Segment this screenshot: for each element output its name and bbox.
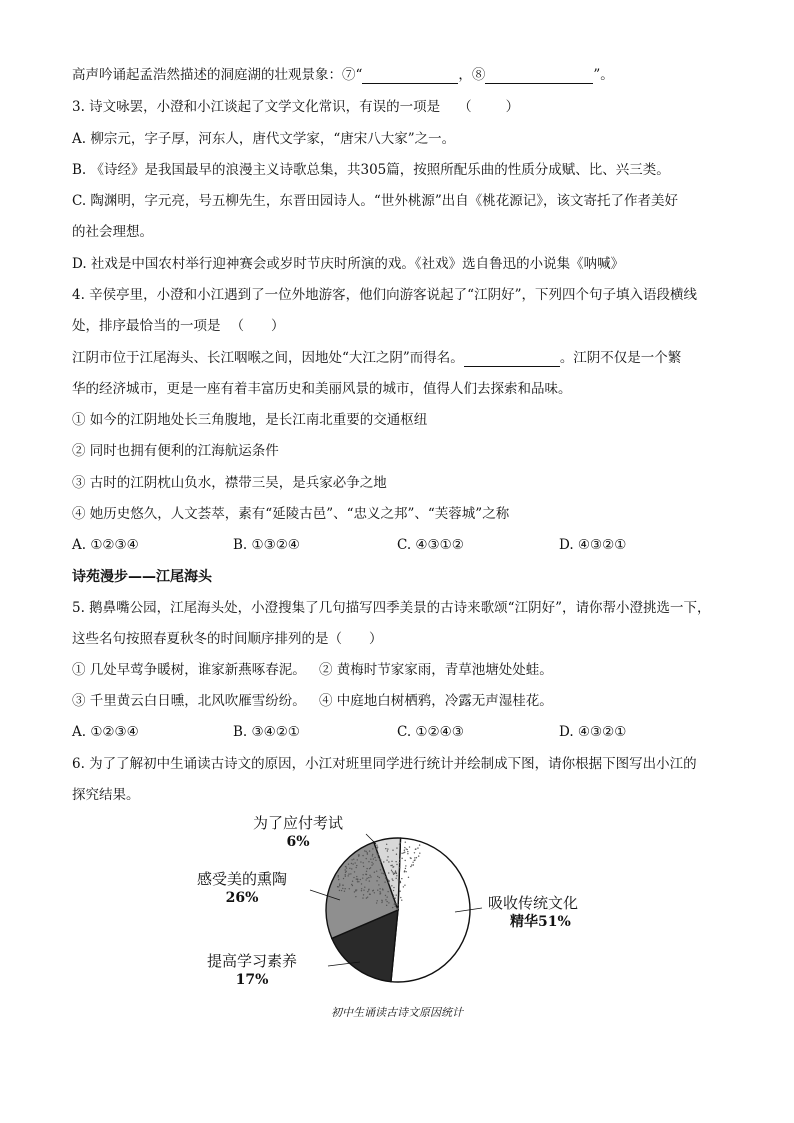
pie-texture-dot <box>396 854 397 855</box>
pie-texture-dot <box>377 853 378 854</box>
pie-texture-dot <box>361 890 362 891</box>
pie-texture-dot <box>349 868 350 869</box>
pie-texture-dot <box>363 889 364 890</box>
q4-text: 处，排序最恰当的一项是 <box>72 318 221 334</box>
pie-texture-dot <box>345 872 346 873</box>
q3-option-a: A. 柳宗元，字子厚，河东人，唐代文学家，“唐宋八大家”之一。 <box>72 131 456 147</box>
pie-texture-dot <box>372 854 373 855</box>
q2-text-3: ”。 <box>593 67 614 83</box>
pie-texture-dot <box>379 891 380 892</box>
pie-texture-dot <box>413 864 414 865</box>
q4-choice-b[interactable]: B. ①③②④ <box>233 537 300 553</box>
pie-texture-dot <box>405 848 406 849</box>
pie-texture-dot <box>380 893 381 894</box>
pie-texture-dot <box>404 850 405 851</box>
pie-texture-dot <box>391 870 392 871</box>
pie-texture-dot <box>363 894 364 895</box>
pie-texture-dot <box>400 881 401 882</box>
pie-texture-dot <box>372 863 373 864</box>
pie-texture-dot <box>407 851 408 852</box>
pie-texture-dot <box>376 848 377 849</box>
pie-texture-dot <box>387 850 388 851</box>
pie-texture-dot <box>407 853 408 854</box>
pie-texture-dot <box>394 897 395 898</box>
pie-texture-dot <box>396 864 397 865</box>
pie-slice-value: 26% <box>225 890 259 906</box>
pie-texture-dot <box>362 877 363 878</box>
pie-texture-dot <box>379 858 380 859</box>
q4-sentence-3: ③ 古时的江阴枕山负水，襟带三吴，是兵家必争之地 <box>72 475 387 491</box>
pie-texture-dot <box>396 847 397 848</box>
pie-texture-dot <box>379 888 380 889</box>
q5-choice-d[interactable]: D. ④③②① <box>559 724 627 740</box>
pie-chart <box>170 812 630 1000</box>
pie-texture-dot <box>393 890 394 891</box>
pie-texture-dot <box>369 875 370 876</box>
pie-texture-dot <box>376 880 377 881</box>
q3-paren-right: ） <box>505 99 520 115</box>
pie-texture-dot <box>367 891 368 892</box>
q4-choice-c[interactable]: C. ④③①② <box>397 537 464 553</box>
pie-texture-dot <box>404 847 405 848</box>
q4-passage-line1 <box>72 349 681 367</box>
pie-texture-dot <box>372 848 373 849</box>
pie-texture-dot <box>345 866 346 867</box>
pie-texture-dot <box>378 884 379 885</box>
pie-texture-dot <box>358 881 359 882</box>
q4-sentence-2: ② 同时也拥有便利的江海航运条件 <box>72 443 279 459</box>
pie-texture-dot <box>341 890 342 891</box>
pie-texture-dot <box>367 852 368 853</box>
q3-option-c-line2: 的社会理想。 <box>72 224 153 240</box>
pie-texture-dot <box>403 886 404 887</box>
pie-slice-label: 感受美的熏陶 <box>196 870 288 888</box>
pie-texture-dot <box>354 891 355 892</box>
pie-texture-dot <box>400 882 401 883</box>
q4-stem-line2 <box>72 317 285 335</box>
pie-texture-dot <box>414 852 415 853</box>
pie-texture-dot <box>352 863 353 864</box>
q3-paren-left: （ <box>458 99 472 115</box>
pie-texture-dot <box>353 858 354 859</box>
q5-choice-c[interactable]: C. ①②④③ <box>397 724 464 740</box>
q5-stem-line2: 这些名句按照春夏秋冬的时间顺序排列的是（ ） <box>72 631 383 647</box>
pie-texture-dot <box>404 851 405 852</box>
pie-texture-dot <box>377 856 378 857</box>
pie-texture-dot <box>392 878 393 879</box>
pie-texture-dot <box>366 897 367 898</box>
pie-texture-dot <box>377 876 378 877</box>
pie-texture-dot <box>374 872 375 873</box>
pie-texture-dot <box>384 874 385 875</box>
pie-texture-dot <box>408 877 409 878</box>
pie-texture-dot <box>339 890 340 891</box>
pie-texture-dot <box>395 870 396 871</box>
q2-text: 高声吟诵起孟浩然描述的洞庭湖的壮观景象：⑦“ <box>72 67 363 83</box>
pie-texture-dot <box>379 877 380 878</box>
pie-texture-dot <box>412 862 413 863</box>
answer-blank-8[interactable] <box>485 69 593 84</box>
pie-texture-dot <box>393 872 394 873</box>
pie-texture-dot <box>405 871 406 872</box>
pie-texture-dot <box>381 872 382 873</box>
pie-texture-dot <box>416 857 417 858</box>
pie-texture-dot <box>338 875 339 876</box>
q3-text: 3. 诗文咏罢，小澄和小江谈起了文学文化常识，有误的一项是 <box>72 99 441 115</box>
pie-texture-dot <box>370 894 371 895</box>
pie-texture-dot <box>381 902 382 903</box>
pie-texture-dot <box>385 899 386 900</box>
pie-texture-dot <box>417 847 418 848</box>
pie-texture-dot <box>338 886 339 887</box>
pie-texture-dot <box>351 863 352 864</box>
pie-texture-dot <box>405 868 406 869</box>
pie-texture-dot <box>414 857 415 858</box>
pie-texture-dot <box>396 903 397 904</box>
pie-texture-dot <box>377 890 378 891</box>
answer-blank-7[interactable] <box>362 69 458 84</box>
pie-texture-dot <box>358 854 359 855</box>
pie-texture-dot <box>350 873 351 874</box>
pie-texture-dot <box>366 868 367 869</box>
pie-slice-value: 精华51% <box>510 914 571 930</box>
pie-slice-label: 吸收传统文化 <box>488 894 579 912</box>
pie-texture-dot <box>361 888 362 889</box>
pie-texture-dot <box>391 861 392 862</box>
q5-verse-3: ③ 千里黄云白日曛，北风吹雁雪纷纷。 <box>72 693 306 709</box>
pie-texture-dot <box>399 843 400 844</box>
q6-stem-line2: 探究结果。 <box>72 787 140 803</box>
pie-texture-dot <box>356 878 357 879</box>
q2-text-2: ，⑧ <box>458 67 486 83</box>
pie-texture-dot <box>371 862 372 863</box>
pie-slice-value: 6% <box>286 834 310 850</box>
pie-texture-dot <box>383 861 384 862</box>
pie-texture-dot <box>357 878 358 879</box>
pie-texture-dot <box>366 858 367 859</box>
pie-texture-dot <box>360 861 361 862</box>
pie-texture-dot <box>399 890 400 891</box>
pie-texture-dot <box>391 865 392 866</box>
pie-texture-dot <box>418 855 419 856</box>
pie-texture-dot <box>388 872 389 873</box>
pie-texture-dot <box>386 905 387 906</box>
pie-texture-dot <box>415 848 416 849</box>
pie-texture-dot <box>399 862 400 863</box>
pie-texture-dot <box>360 879 361 880</box>
pie-texture-dot <box>362 874 363 875</box>
pie-texture-dot <box>369 850 370 851</box>
pie-texture-dot <box>374 857 375 858</box>
pie-texture-dot <box>394 903 395 904</box>
pie-texture-dot <box>354 871 355 872</box>
pie-texture-dot <box>351 859 352 860</box>
q4-choice-a[interactable]: A. ①②③④ <box>72 537 139 553</box>
pie-slice-label: 为了应付考试 <box>252 814 344 832</box>
pie-texture-dot <box>401 878 402 879</box>
pie-texture-dot <box>343 878 344 879</box>
pie-texture-dot <box>388 861 389 862</box>
pie-texture-dot <box>388 882 389 883</box>
pie-texture-dot <box>391 885 392 886</box>
pie-texture-dot <box>395 906 396 907</box>
q5-choice-b[interactable]: B. ③④②① <box>233 724 300 740</box>
pie-texture-dot <box>347 875 348 876</box>
pie-texture-dot <box>353 877 354 878</box>
pie-texture-dot <box>386 859 387 860</box>
pie-texture-dot <box>388 902 389 903</box>
pie-texture-dot <box>392 871 393 872</box>
pie-slice <box>391 838 470 982</box>
q3-option-b: B. 《诗经》是我国最早的浪漫主义诗歌总集，共305篇，按照所配乐曲的性质分成赋、比、兴三类。 <box>72 162 670 178</box>
pie-texture-dot <box>364 886 365 887</box>
pie-texture-dot <box>370 859 371 860</box>
q4-passage-blank[interactable] <box>464 352 560 367</box>
q6-stem-line1: 6. 为了了解初中生诵读古诗文的原因，小江对班里同学进行统计并绘制成下图，请你根据下图写出小江的 <box>72 756 697 772</box>
pie-texture-dot <box>385 848 386 849</box>
pie-texture-dot <box>405 842 406 843</box>
pie-texture-dot <box>344 891 345 892</box>
pie-texture-dot <box>398 880 399 881</box>
pie-texture-dot <box>371 864 372 865</box>
pie-texture-dot <box>395 861 396 862</box>
pie-texture-dot <box>414 859 415 860</box>
pie-texture-dot <box>392 866 393 867</box>
pie-texture-dot <box>376 902 377 903</box>
pie-texture-dot <box>377 900 378 901</box>
q3-option-d: D. 社戏是中国农村举行迎神赛会或岁时节庆时所演的戏。《社戏》选自鲁迅的小说集《呐喊》 <box>72 256 625 272</box>
pie-texture-dot <box>387 848 388 849</box>
pie-texture-dot <box>387 891 388 892</box>
pie-texture-dot <box>361 883 362 884</box>
q4-answer-paren[interactable]: （ ） <box>230 318 285 334</box>
pie-texture-dot <box>338 876 339 877</box>
pie-texture-dot <box>368 889 369 890</box>
pie-texture-dot <box>385 878 386 879</box>
pie-texture-dot <box>362 897 363 898</box>
pie-texture-dot <box>395 878 396 879</box>
pie-texture-dot <box>355 867 356 868</box>
pie-texture-dot <box>400 842 401 843</box>
pie-texture-dot <box>367 853 368 854</box>
q3-stem <box>72 98 519 116</box>
pie-texture-dot <box>404 884 405 885</box>
pie-texture-dot <box>346 867 347 868</box>
pie-texture-dot <box>376 870 377 871</box>
pie-texture-dot <box>409 846 410 847</box>
pie-texture-dot <box>345 876 346 877</box>
pie-texture-dot <box>404 871 405 872</box>
q5-verse-1: ① 几处早莺争暖树，谁家新燕啄春泥。 <box>72 662 306 678</box>
q5-choice-a[interactable]: A. ①②③④ <box>72 724 139 740</box>
q4-sentence-4: ④ 她历史悠久，人文荟萃，素有“延陵古邑”、“忠义之邦”、“芙蓉城”之称 <box>72 506 510 522</box>
q4-sentence-1: ① 如今的江阴地处长三角腹地，是长江南北重要的交通枢纽 <box>72 412 428 428</box>
pie-texture-dot <box>369 880 370 881</box>
pie-texture-dot <box>392 880 393 881</box>
pie-texture-dot <box>344 869 345 870</box>
pie-texture-dot <box>386 844 387 845</box>
pie-texture-dot <box>355 890 356 891</box>
pie-texture-dot <box>339 885 340 886</box>
q4-passage-line2: 华的经济城市，更是一座有着丰富历史和美丽风景的城市，值得人们去探索和品味。 <box>72 381 572 397</box>
pie-texture-dot <box>382 888 383 889</box>
pie-texture-dot <box>351 884 352 885</box>
q4-passage-text-2: 。江阴不仅是一个繁 <box>559 350 682 366</box>
q5-verse-2: ② 黄梅时节家家雨，青草池塘处处蛙。 <box>319 662 553 678</box>
pie-texture-dot <box>396 894 397 895</box>
pie-texture-dot <box>401 899 402 900</box>
pie-texture-dot <box>396 875 397 876</box>
q4-stem-line1: 4. 辛侯亭里，小澄和小江遇到了一位外地游客，他们向游客说起了“江阴好”，下列四个句子填入语段横线 <box>72 287 697 303</box>
pie-texture-dot <box>356 876 357 877</box>
pie-texture-dot <box>419 852 420 853</box>
pie-texture-dot <box>392 897 393 898</box>
pie-texture-dot <box>396 873 397 874</box>
pie-texture-dot <box>370 867 371 868</box>
pie-texture-dot <box>365 851 366 852</box>
pie-texture-dot <box>342 888 343 889</box>
pie-texture-dot <box>387 856 388 857</box>
pie-texture-dot <box>376 844 377 845</box>
pie-slice-value: 17% <box>235 972 269 988</box>
pie-slice-label: 提高学习素养 <box>206 952 298 970</box>
pie-texture-dot <box>385 876 386 877</box>
pie-texture-dot <box>410 866 411 867</box>
q3-option-c-line1: C. 陶渊明，字元亮，号五柳先生，东晋田园诗人。“世外桃源”出自《桃花源记》，该文寄托了作者美好 <box>72 193 678 209</box>
pie-texture-dot <box>344 888 345 889</box>
pie-texture-dot <box>372 890 373 891</box>
pie-texture-dot <box>364 850 365 851</box>
pie-texture-dot <box>368 877 369 878</box>
pie-texture-dot <box>382 900 383 901</box>
pie-texture-dot <box>367 896 368 897</box>
pie-texture-dot <box>358 855 359 856</box>
pie-texture-dot <box>372 855 373 856</box>
pie-texture-dot <box>342 884 343 885</box>
pie-texture-dot <box>352 881 353 882</box>
pie-texture-dot <box>349 888 350 889</box>
pie-texture-dot <box>393 895 394 896</box>
pie-texture-dot <box>351 868 352 869</box>
q5-stem-line1: 5. 鹅鼻嘴公园，江尾海头处，小澄搜集了几句描写四季美景的古诗来歌颂“江阴好”，请你帮小澄挑选一下， <box>72 600 711 616</box>
pie-texture-dot <box>398 879 399 880</box>
pie-texture-dot <box>368 861 369 862</box>
pie-texture-dot <box>348 863 349 864</box>
pie-texture-dot <box>354 862 355 863</box>
pie-texture-dot <box>401 853 402 854</box>
pie-texture-dot <box>356 865 357 866</box>
pie-texture-dot <box>366 871 367 872</box>
pie-texture-dot <box>365 879 366 880</box>
section-heading: 诗苑漫步——江尾海头 <box>72 569 212 585</box>
pie-texture-dot <box>338 879 339 880</box>
pie-texture-dot <box>355 896 356 897</box>
q4-passage-text: 江阴市位于江尾海头、长江咽喉之间，因地处“大江之阴”而得名。 <box>72 350 464 366</box>
pie-texture-dot <box>386 896 387 897</box>
pie-texture-dot <box>345 874 346 875</box>
pie-texture-dot <box>389 880 390 881</box>
pie-texture-dot <box>404 860 405 861</box>
pie-texture-dot <box>362 855 363 856</box>
pie-texture-dot <box>357 881 358 882</box>
pie-texture-dot <box>394 873 395 874</box>
pie-texture-dot <box>393 887 394 888</box>
pie-texture-dot <box>357 859 358 860</box>
q2-tail-line <box>72 66 614 84</box>
pie-texture-dot <box>386 901 387 902</box>
pie-texture-dot <box>392 907 393 908</box>
chart-caption: 初中生诵读古诗文原因统计 <box>331 1006 463 1019</box>
pie-texture-dot <box>401 858 402 859</box>
pie-texture-dot <box>365 874 366 875</box>
pie-texture-dot <box>366 878 367 879</box>
pie-texture-dot <box>400 897 401 898</box>
pie-texture-dot <box>373 858 374 859</box>
pie-texture-dot <box>399 867 400 868</box>
pie-texture-dot <box>380 861 381 862</box>
pie-texture-dot <box>392 850 393 851</box>
pie-texture-dot <box>411 864 412 865</box>
pie-texture-dot <box>398 908 399 909</box>
pie-texture-dot <box>377 846 378 847</box>
pie-texture-dot <box>384 881 385 882</box>
q5-verse-4: ④ 中庭地白树栖鸦，冷露无声湿桂花。 <box>319 693 553 709</box>
pie-texture-dot <box>405 865 406 866</box>
pie-texture-dot <box>380 869 381 870</box>
q4-choice-d[interactable]: D. ④③②① <box>559 537 627 553</box>
pie-texture-dot <box>397 904 398 905</box>
pie-texture-dot <box>348 873 349 874</box>
pie-texture-dot <box>399 859 400 860</box>
pie-texture-dot <box>374 892 375 893</box>
pie-texture-dot <box>363 862 364 863</box>
pie-texture-dot <box>419 844 420 845</box>
pie-texture-dot <box>410 857 411 858</box>
pie-texture-dot <box>363 866 364 867</box>
pie-texture-dot <box>370 876 371 877</box>
pie-texture-dot <box>339 883 340 884</box>
pie-texture-dot <box>375 860 376 861</box>
pie-texture-dot <box>385 895 386 896</box>
